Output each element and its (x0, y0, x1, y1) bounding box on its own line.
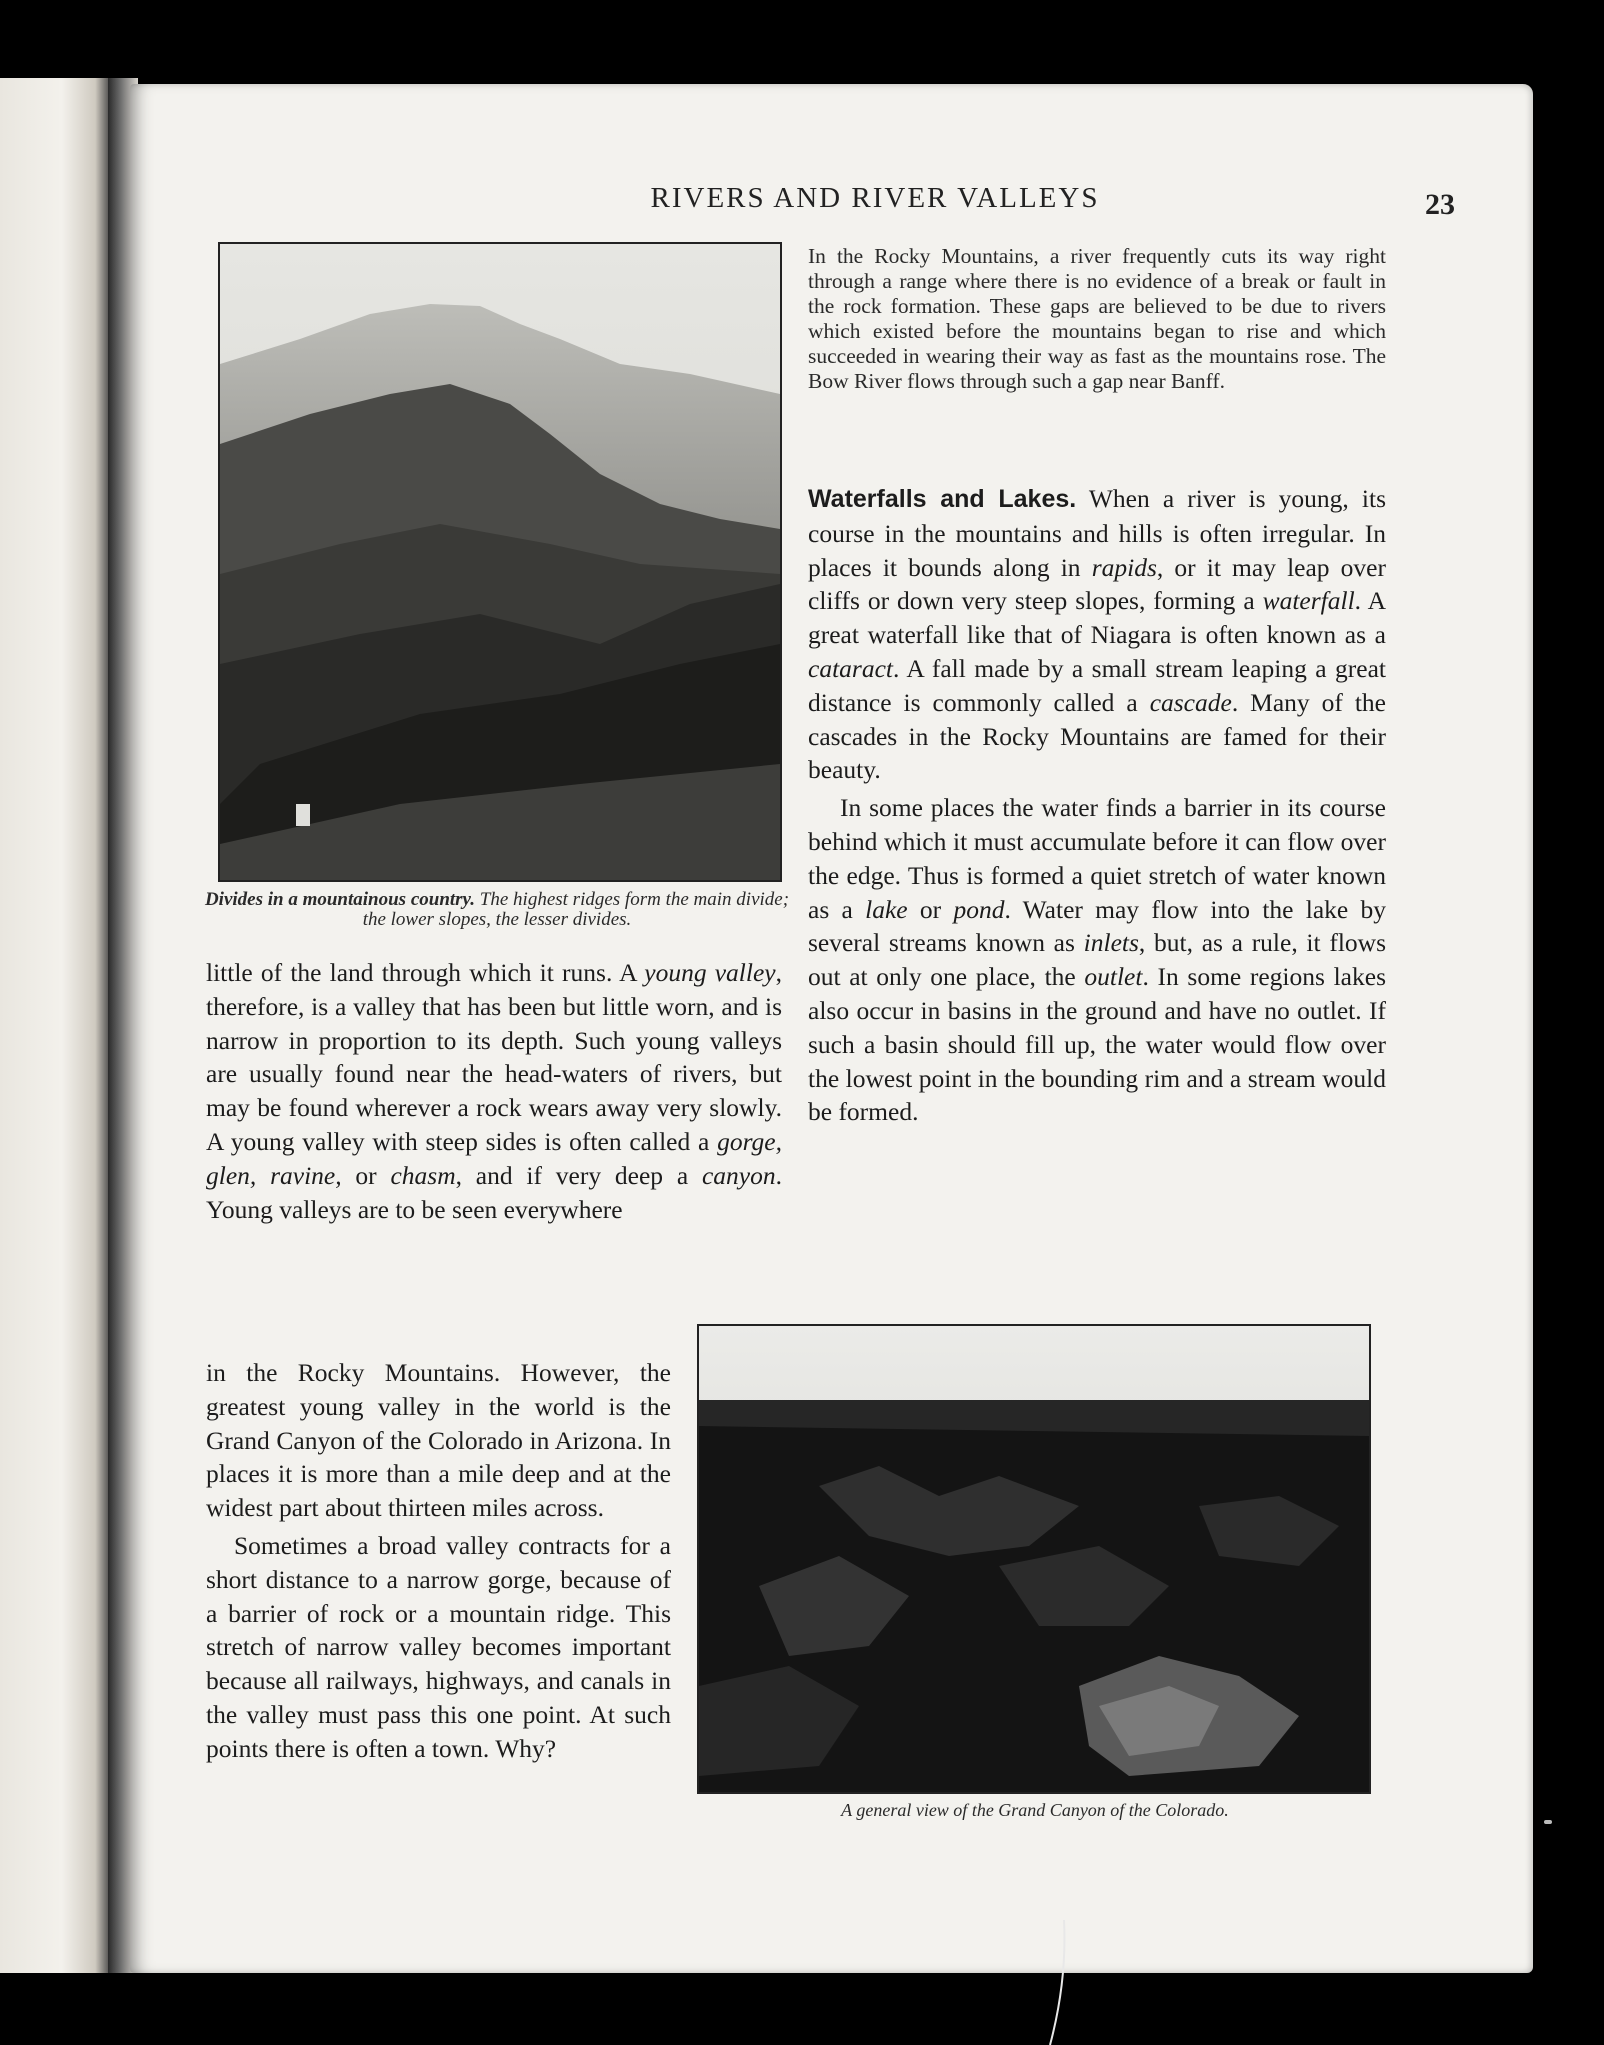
valley-contraction-paragraph: Sometimes a broad valley contracts for a short distance to a narrow gorge, because of a barrier of rock or a mountain ridge. This stretch of narrow valley becomes important because all railways, highways, and canals in the valley must pass this one point. At such points there is often a town. Why? (206, 1530, 671, 1763)
rocky-mountains-paragraph: In the Rocky Mountains, a river frequently cuts its way right through a range where there is no evidence of a break or fault in the rock formation. These gaps are believed to be due to rivers which existed before the mountains began to rise and which succeeded in wearing their way as fast as the mountains rose. The Bow River flows through such a gap near Banff. (808, 244, 1386, 393)
text-run: little of the land through which it runs. A (206, 958, 645, 987)
term-inlets: inlets (1083, 928, 1139, 958)
term-rapids: rapids (1091, 552, 1157, 582)
page-number: 23 (1425, 188, 1455, 221)
text-run: , but, as a rule, it flows out at only one place, the (808, 928, 1386, 992)
text-run: . Water may flow into the lake by several streams known as (808, 894, 1387, 958)
section-heading: Waterfalls and Lakes. (808, 485, 1077, 513)
term-waterfall: waterfall (1262, 586, 1355, 616)
divides-caption (202, 890, 792, 930)
book-page (130, 84, 1533, 1973)
term-outlet: outlet (1084, 962, 1143, 992)
text-run: or (341, 1160, 391, 1190)
young-valley-paragraph (206, 956, 782, 1226)
right-column-body (808, 482, 1386, 1129)
text-run: . A great waterfall like that of Niagara is often known as a (808, 586, 1386, 650)
page-speck (1544, 1820, 1552, 1824)
term-gorge: gorge, glen, ravine, (206, 1126, 782, 1190)
text-run: , and if very deep a (455, 1160, 702, 1190)
grand-canyon-caption: A general view of the Grand Canyon of the Colorado. (841, 1800, 1229, 1820)
text-run: , or it may leap over cliffs or down very steep slopes, forming a (808, 552, 1386, 616)
term-cataract: cataract (808, 653, 893, 683)
text-run: . (775, 1160, 782, 1190)
term-cascade: cascade (1149, 687, 1232, 717)
text-run: . In some regions lakes also occur in basins in the ground and have no outlet. If such a basin should fill up, the water would flow over the lowest point in the bounding rim and a stream would be formed. (808, 962, 1386, 1127)
text-run: In some places the water finds a barrier in its course behind which it must accumulate before it can flow over the edge. Thus is formed a quiet stretch of water known as a (808, 793, 1386, 924)
term-chasm: chasm (390, 1160, 456, 1190)
term-pond: pond (953, 894, 1005, 924)
lakes-paragraph (808, 791, 1386, 1129)
divides-photo (218, 242, 782, 882)
grand-canyon-paragraph: in the Rocky Mountains. However, the greatest young valley in the world is the Grand Canyon of the Colorado in Arizona. In places it is more than a mile deep and at the widest part about thirteen miles across. (206, 1358, 671, 1523)
term-lake: lake (865, 894, 908, 924)
divides-caption-lead: Divides in a mountainous country. (204, 889, 476, 910)
text-run: . A fall made by a small stream leaping a great distance is commonly called a (808, 653, 1386, 717)
term-canyon: canyon (701, 1160, 776, 1190)
left-lower-column (206, 1356, 671, 1766)
text-run: or (907, 894, 954, 924)
waterfalls-paragraph (808, 482, 1386, 787)
running-head: RIVERS AND RIVER VALLEYS (650, 182, 1100, 214)
text-run: , therefore, is a valley that has been but little worn, and is narrow in proportion to its depth. Such young valleys are usually found near the head-waters of rivers, but may be found wherever a rock wears away very slowly. A young valley with steep sides is often called a (206, 958, 782, 1156)
text-run: When a river is young, its course in the mountains and hills is often irregular. In places it bounds along in (808, 484, 1386, 582)
facing-page-edge (0, 78, 112, 1973)
term-young-valley: young valley (644, 958, 776, 987)
text-run: . Many of the cascades in the Rocky Mountains are famed for their beauty. (808, 687, 1387, 785)
divides-caption-rest: The highest ridges form the main divide; the lower slopes, the lesser divides. (362, 889, 790, 930)
grand-canyon-photo (697, 1324, 1371, 1794)
stray-mark (1046, 1920, 1070, 2045)
text-run: Young valleys are to be seen everywhere (206, 1194, 623, 1224)
